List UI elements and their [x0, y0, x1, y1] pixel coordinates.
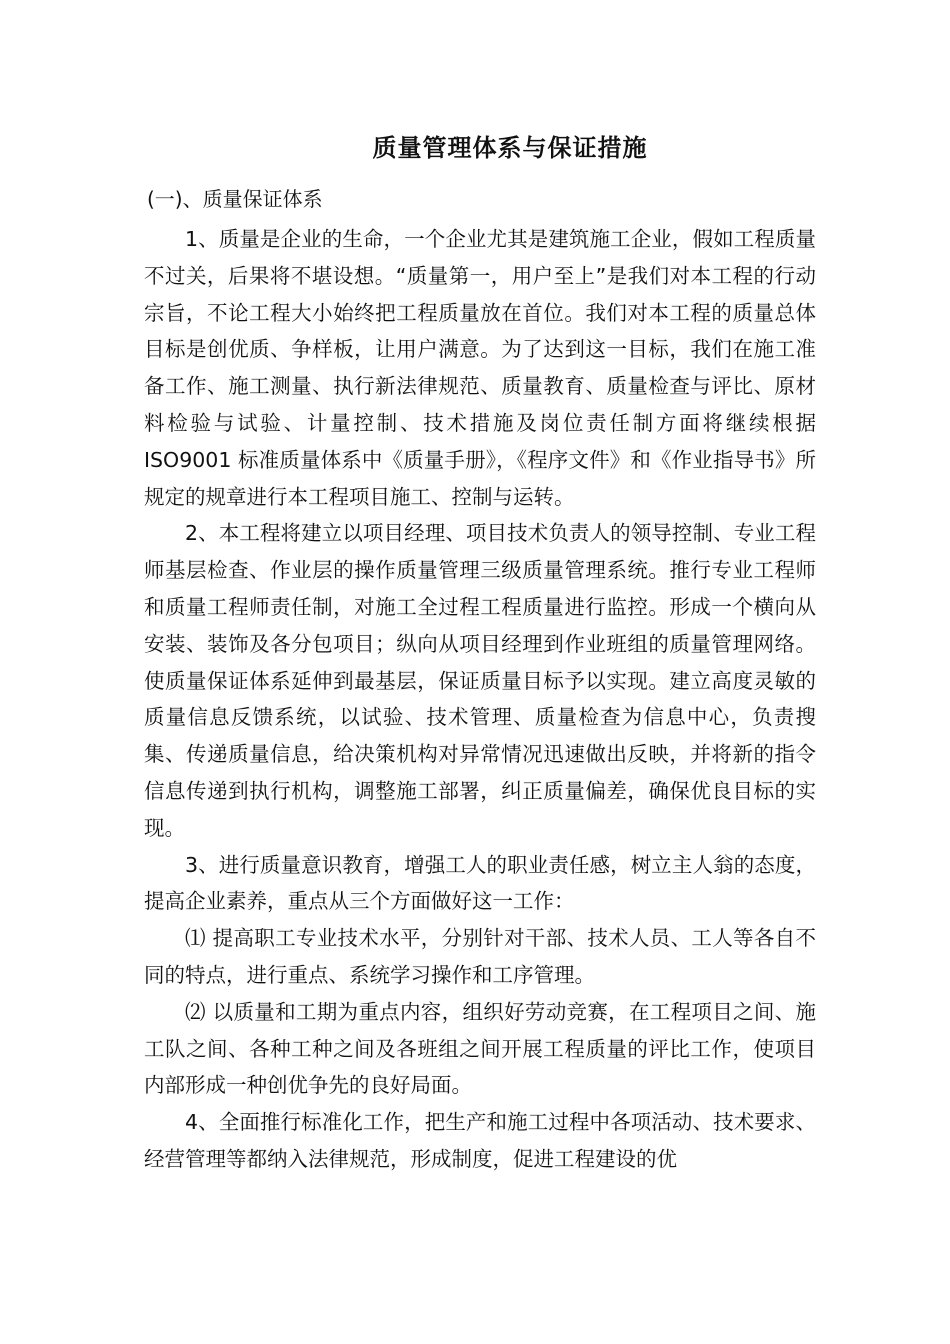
paragraph-3-item-2: ⑵ 以质量和工期为重点内容，组织好劳动竞赛，在工程项目之间、施工队之间、各种工种之间及各班组之间开展工程质量的评比工作，使项目内部形成一种创优争先的良好局面。 — [144, 999, 816, 1098]
paragraph-4: 4、全面推行标准化工作，把生产和施工过程中各项活动、技术要求、经营管理等都纳入法律规范，形成制度，促进工程建设的优 — [144, 1110, 816, 1171]
section-heading: (一)、质量保证体系 — [147, 187, 323, 211]
paragraph-3: 3、进行质量意识教育，增强工人的职业责任感，树立主人翁的态度，提高企业素养，重点从三个方面做好这一工作： — [144, 852, 816, 914]
paragraph-1: 1、质量是企业的生命，一个企业尤其是建筑施工企业，假如工程质量不过关，后果将不堪设想。“质量第一，用户至上”是我们对本工程的行动宗旨，不论工程大小始终把工程质量放在首位。我们对本工程的质量总体目标是创优质、争样板，让用户满意。为了达到这一目标，我们在施工准备工作、施工测量、执行新法律规范、质量教育、质量检查与评比、原材料检验与试验、计量控制、技术措施及岗位责任制方面将继续根据 ISO9001 标准质量体系中《质量手册》，《程序文件》和《作业指导书》所规定的规章进行本工程项目施工、控制与运转。 — [144, 227, 816, 509]
document-body — [144, 221, 816, 1178]
document-title: 质量管理体系与保证措施 — [372, 134, 648, 162]
paragraph-3-item-1: ⑴ 提高职工专业技术水平，分别针对干部、技术人员、工人等各自不同的特点，进行重点、系统学习操作和工序管理。 — [144, 926, 816, 987]
paragraph-2: 2、本工程将建立以项目经理、项目技术负责人的领导控制、专业工程师基层检查、作业层的操作质量管理三级质量管理系统。推行专业工程师和质量工程师责任制，对施工全过程工程质量进行监控。形成一个横向从安装、装饰及各分包项目；纵向从项目经理到作业班组的质量管理网络。使质量保证体系延伸到最基层，保证质量目标予以实现。建立高度灵敏的质量信息反馈系统，以试验、技术管理、质量检查为信息中心，负责搜集、传递质量信息，给决策机构对异常情况迅速做出反映，并将新的指令信息传递到执行机构，调整施工部署，纠正质量偏差，确保优良目标的实现。 — [144, 521, 816, 840]
